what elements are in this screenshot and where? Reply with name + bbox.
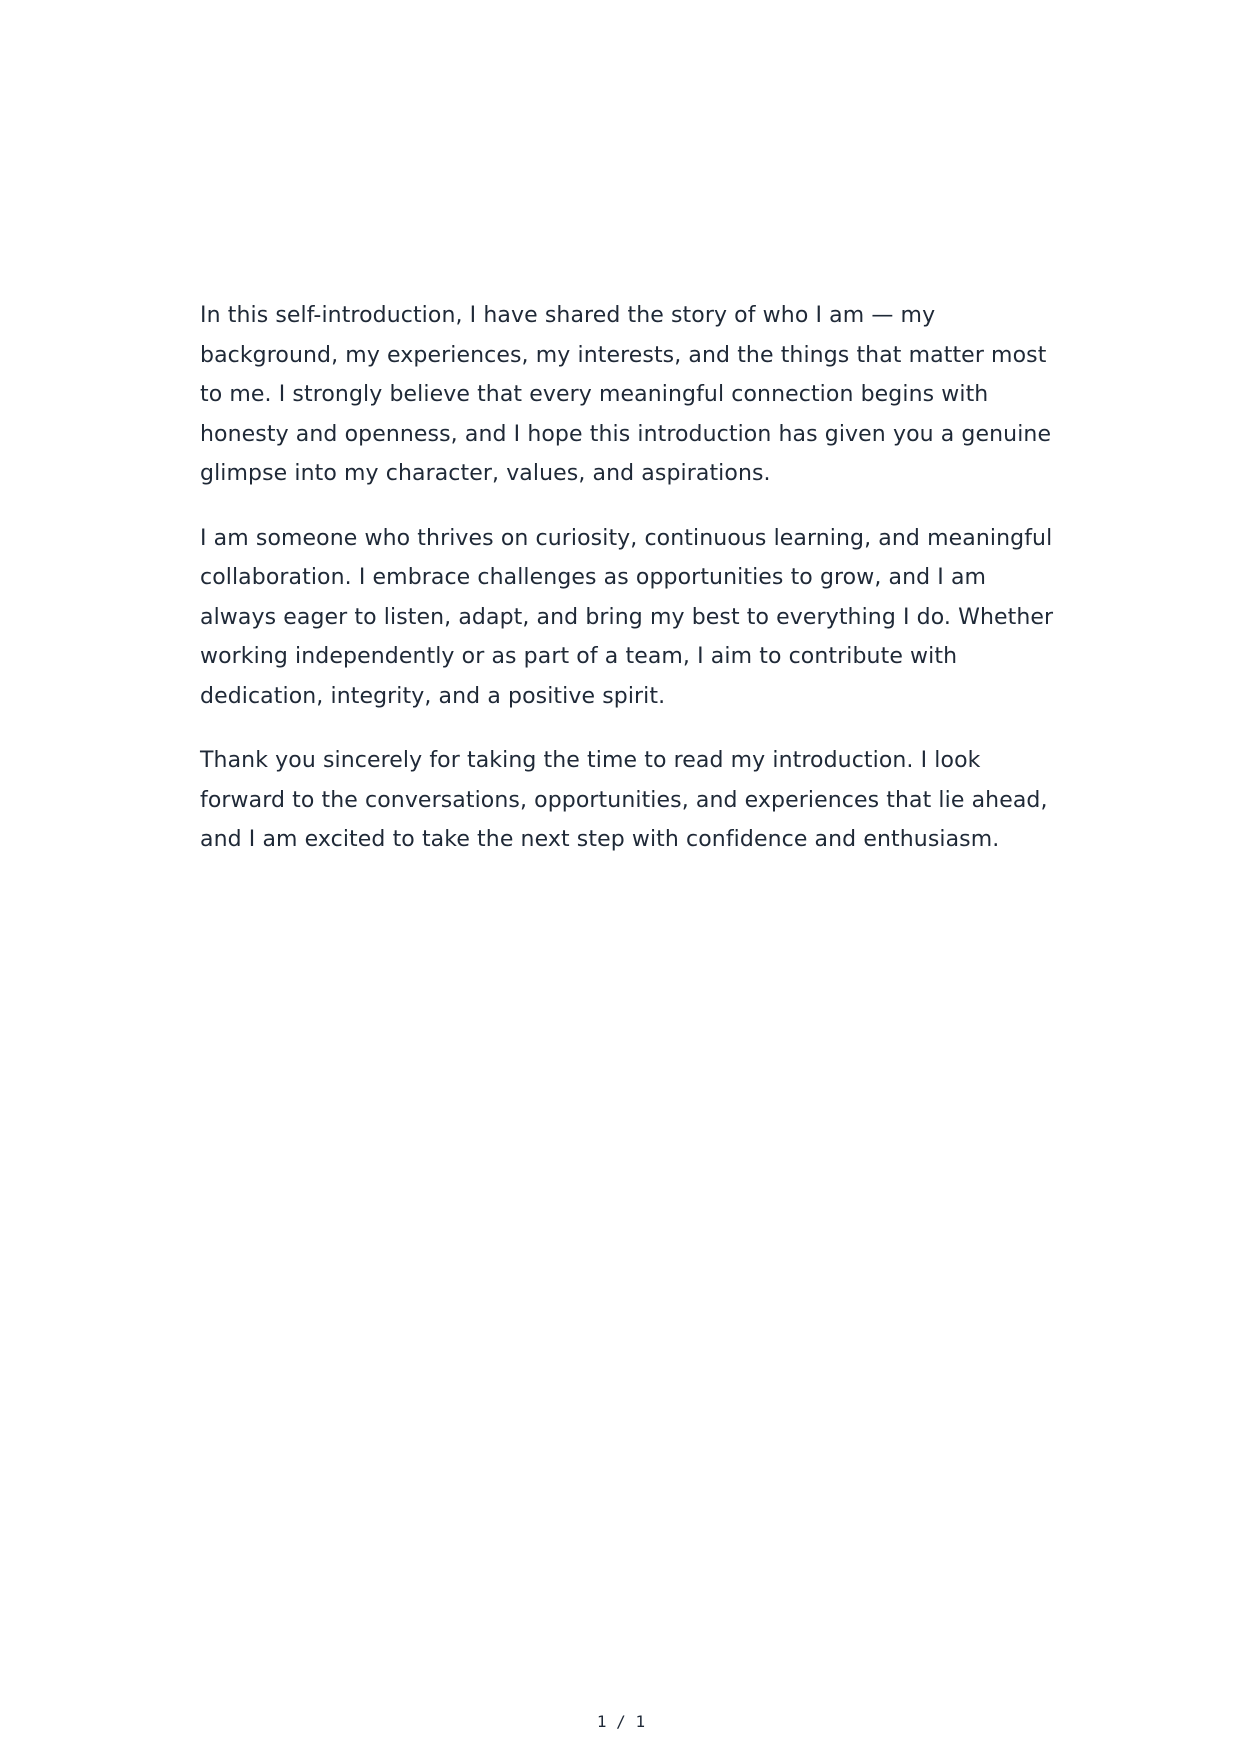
paragraph-closing-thanks: Thank you sincerely for taking the time to read my introduction. I look forward to the conversations, opportunities, and experiences that lie ahead, and I am excited to take the next step with confidence and enthusiasm. (200, 748, 1048, 852)
page-number: 1 / 1 (596, 1712, 646, 1731)
paragraph-personal-qualities: I am someone who thrives on curiosity, continuous learning, and meaningful collaboration. I embrace challenges as opportunities to grow, and I am always eager to listen, adapt, and bring my best to everything I do. Whether working independently or as part of a team, I aim to contribute with dedication, integrity, and a positive spirit. (200, 525, 1054, 709)
document-body (200, 296, 1062, 885)
paragraph-intro-summary: In this self-introduction, I have shared the story of who I am — my background, my experiences, my interests, and the things that matter most to me. I strongly believe that every meaningful connection begins with honesty and openness, and I hope this introduction has given you a genuine glimpse into my character, values, and aspirations. (200, 303, 1052, 486)
